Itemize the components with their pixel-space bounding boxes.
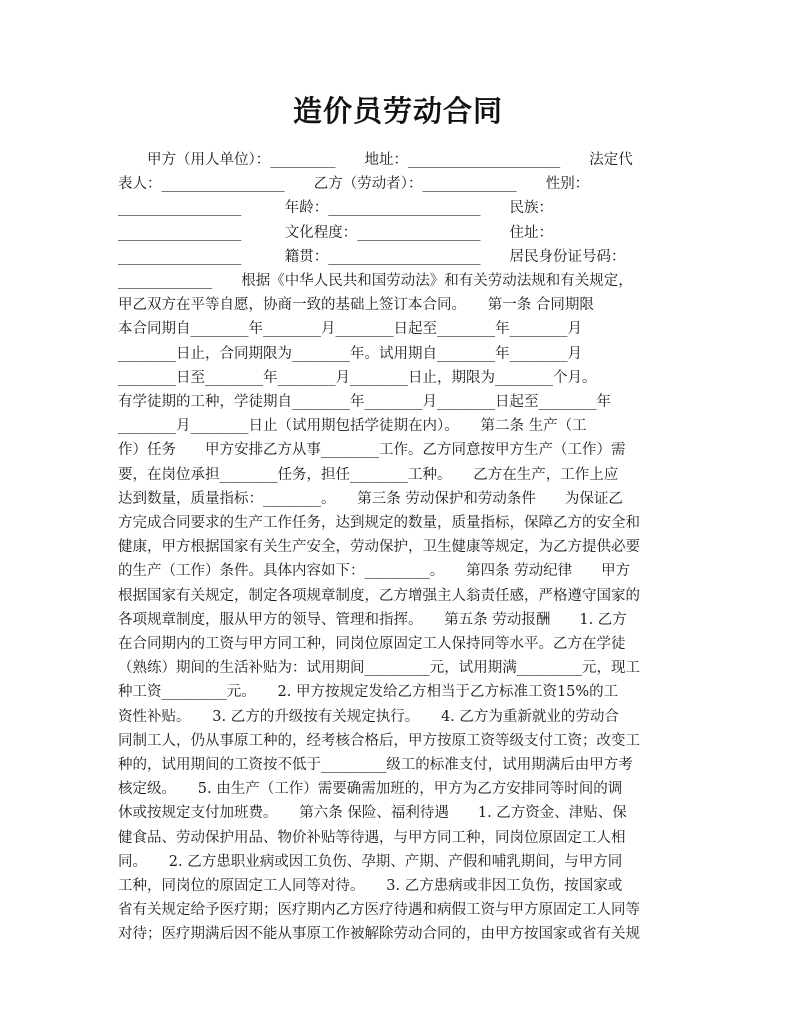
body-line: 要，在岗位承担________任务，担任________工种。 乙方在生产，工作上应 <box>118 466 619 483</box>
body-line: 对待；医疗期满后因不能从事原工作被解除劳动合同的，由甲方按国家或省有关规 <box>118 926 640 943</box>
body-line: 种的，试用期间的工资按不低于_________级工的标准支付，试用期满后由甲方考 <box>118 757 633 773</box>
body-line: _____________ 根据《中华人民共和国劳动法》和有关劳动法规和有关规定， <box>118 273 633 289</box>
body-line: 的生产（工作）条件。具体内容如下：_________。 第四条 劳动纪律 甲方 <box>118 563 631 580</box>
body-line: 本合同期自________年________月________日起至________年________月 <box>118 321 582 338</box>
body-line: 表人：_________________ 乙方（劳动者）：_____________ 性别： <box>118 176 590 193</box>
body-line: 工种，同岗位的原固定工人同等对待。 3. 乙方患病或非因工负伤，按国家或 <box>118 878 623 894</box>
body-line: 同。 2. 乙方患职业病或因工负伤、孕期、产期、产假和哺乳期间，与甲方同 <box>118 853 623 870</box>
body-line: 在合同期内的工资与甲方同工种，同岗位原固定工人保持同等水平。乙方在学徒 <box>118 636 626 652</box>
body-line: 休或按规定支付加班费。 第六条 保险、福利待遇 1. 乙方资金、津贴、保 <box>118 805 627 822</box>
body-line: 方完成合同要求的生产工作任务，达到规定的数量，质量指标，保障乙方的安全和 <box>118 515 640 531</box>
body-line: （熟练）期间的生活补贴为：试用期间_________元，试用期满_________元，现工 <box>118 660 640 677</box>
body-line: ________日至________年________月________日止，期限为________个月。 <box>118 369 597 386</box>
body-line: 资性补贴。 3. 乙方的升级按有关规定执行。 4. 乙方为重新就业的劳动合 <box>118 708 619 725</box>
body-line: 省有关规定给予医疗期；医疗期内乙方医疗待遇和病假工资与甲方原固定工人同等 <box>118 902 640 919</box>
body-line: 甲方（用人单位）：_________ 地址：_____________________ 法定代 <box>118 152 633 168</box>
body-line: 种工资_________元。 2. 甲方按规定发给乙方相当于乙方标准工资15%的工 <box>118 684 619 701</box>
body-line: 核定级。 5. 由生产（工作）需要确需加班的，甲方为乙方安排同等时间的调 <box>118 781 623 798</box>
document-title: 造价员劳动合同 <box>292 94 503 128</box>
body-line: _________________ 年龄：_____________________ 民族： <box>118 200 553 217</box>
body-line: 作）任务 甲方安排乙方从事________工作。乙方同意按甲方生产（工作）需 <box>118 442 626 459</box>
body-line: 甲乙双方在平等自愿，协商一致的基础上签订本合同。 第一条 合同期限 <box>118 297 594 314</box>
body-line: ________月________日止（试用期包括学徒期在内）。 第二条 生产（工 <box>118 418 587 435</box>
body-line: _________________ 文化程度：_________________ 住址： <box>118 224 553 241</box>
body-line: 同制工人，仍从事原工种的，经考核合格后，甲方按原工资等级支付工资；改变工 <box>118 732 640 749</box>
body-line: _________________ 籍贯：_____________________ 居民身份证号码： <box>118 248 626 265</box>
body-line: 健食品、劳动保护用品、物价补贴等待遇，与甲方同工种，同岗位原固定工人相 <box>118 829 626 846</box>
body-line: 各项规章制度，服从甲方的领导、管理和指挥。 第五条 劳动报酬 1. 乙方 <box>118 611 627 628</box>
body-line: 根据国家有关规定，制定各项规章制度，乙方增强主人翁责任感，严格遵守国家的 <box>118 587 640 604</box>
body-line: 有学徒期的工种，学徒期自________年________月________日起至________年 <box>118 394 611 410</box>
body-line: ________日止，合同期限为________年。试用期自________年________月 <box>118 345 582 362</box>
body-line: 达到数量，质量指标：________。 第三条 劳动保护和劳动条件 为保证乙 <box>118 490 623 507</box>
body-line: 健康，甲方根据国家有关生产安全，劳动保护，卫生健康等规定，为乙方提供必要 <box>118 539 640 556</box>
